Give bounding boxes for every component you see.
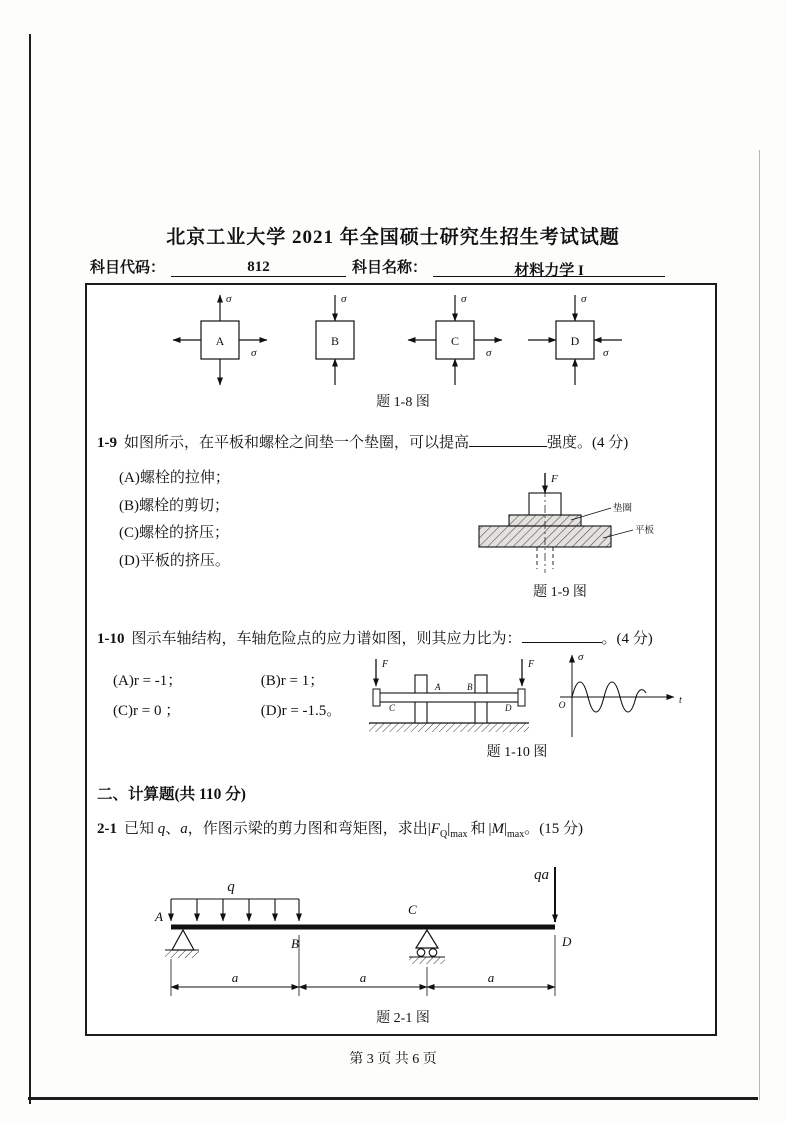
question-number: 2-1 (97, 821, 117, 837)
sigma-label: σ (341, 293, 347, 305)
scan-edge-bottom (28, 1097, 758, 1100)
stress-element-b (316, 293, 354, 385)
option-d: (D)r = -1.5。 (260, 703, 342, 719)
sigma-label: σ (251, 347, 257, 359)
question-paper-frame (85, 283, 717, 1036)
answer-blank (522, 628, 602, 643)
option-b: (B)r = 1； (260, 673, 325, 689)
force-f-label: F (382, 659, 389, 670)
figure-2-1-caption: 题 2-1 图 (376, 1011, 430, 1026)
options-1-9 (119, 465, 230, 575)
option-c: (C)r = 0 ； (113, 703, 181, 719)
question-2-1 (97, 817, 583, 840)
beam-figure (131, 849, 671, 1007)
question-text: 如图所示，在平板和螺栓之间垫一个垫圈，可以提高 (124, 435, 470, 451)
option-c: (C)螺栓的挤压； (119, 525, 229, 541)
question-text: 、 (165, 821, 181, 837)
question-text: 已知 (124, 821, 158, 837)
stress-element-d (528, 293, 622, 385)
pin-support (172, 930, 194, 950)
axle-collar-left (373, 689, 380, 706)
axle-shaft (375, 693, 523, 702)
math-f-sub: Q (439, 829, 448, 840)
question-text: 。(4 分) (601, 631, 653, 647)
figure-1-10-caption: 题 1-10 图 (486, 745, 548, 760)
option-b: (B)螺栓的剪切； (119, 497, 229, 514)
math-a: a (180, 821, 188, 837)
load-q-label: q (227, 879, 235, 895)
figure-1-8 (145, 290, 655, 395)
stress-elements-figure (145, 290, 655, 390)
sigma-label: σ (461, 293, 467, 305)
section-2-heading: 二、计算题(共 110 分) (97, 786, 246, 803)
subject-name-label: 科目名称： (352, 260, 428, 276)
element-label-c: C (450, 334, 460, 348)
scan-edge-left (29, 34, 31, 1104)
bolt-washer-figure (445, 470, 675, 578)
page-number: 第 3 页 共 6 页 (349, 1052, 437, 1067)
math-f: F (430, 821, 440, 837)
abs-bar: | (503, 821, 507, 837)
abs-bar: | (427, 821, 431, 837)
point-c-label: C (408, 902, 417, 917)
point-b-label: B (467, 682, 473, 692)
origin-label: O (558, 701, 566, 711)
element-label-d: D (570, 334, 580, 348)
stress-element-c (408, 293, 502, 385)
option-d: (D)平板的挤压。 (119, 552, 230, 569)
ground-hatch (369, 723, 529, 732)
point-d-label: D (562, 934, 572, 949)
math-max: max (507, 829, 525, 840)
question-text: 图示车轴结构，车轴危险点的应力谱如图，则其应力比为： (131, 631, 522, 647)
t-axis-label: t (679, 695, 682, 706)
figure-1-9 (445, 470, 675, 583)
scan-edge-right (759, 150, 760, 1100)
question-1-10 (97, 627, 653, 648)
option-a: (A)螺栓的拉伸； (119, 470, 230, 486)
figure-2-1 (131, 849, 671, 1012)
answer-blank (469, 432, 547, 447)
dim-a-label: a (487, 970, 495, 985)
subject-name-value: 材料力学 I (433, 259, 665, 277)
option-a: (A)r = -1； (113, 673, 183, 689)
support-hatch (165, 950, 199, 958)
stress-element-a (173, 293, 267, 385)
subject-code-value: 812 (171, 259, 346, 277)
roller-support (416, 930, 438, 948)
question-text: 和 (470, 821, 486, 837)
load-qa-label: qa (534, 867, 549, 883)
point-a-label: A (155, 909, 163, 924)
dim-a-label: a (231, 970, 239, 985)
point-a-label: A (435, 682, 441, 692)
dim-a-label: a (359, 970, 367, 985)
sigma-label: σ (486, 347, 492, 359)
element-label-a: A (215, 334, 225, 348)
force-f-label: F (551, 473, 558, 485)
math-max: max (450, 829, 468, 840)
support-hatch (409, 957, 445, 964)
sigma-axis-label: σ (578, 651, 584, 663)
math-q: q (157, 821, 166, 837)
figure-1-10 (347, 647, 692, 747)
axle-collar-right (518, 689, 525, 706)
question-text: 强度。(4 分) (547, 435, 629, 451)
subject-code-label: 科目代码： (90, 260, 166, 276)
abs-bar: | (488, 821, 492, 837)
page-title: 北京工业大学 2021 年全国硕士研究生招生考试试题 (166, 227, 620, 248)
point-d-label: D (505, 703, 512, 713)
question-number: 1-10 (97, 631, 125, 647)
element-label-b: B (330, 334, 340, 348)
point-c-label: C (389, 703, 396, 713)
sigma-label: σ (581, 293, 587, 305)
figure-1-8-caption: 题 1-8 图 (376, 395, 430, 410)
figure-1-9-caption: 题 1-9 图 (533, 585, 587, 600)
question-number: 1-9 (97, 435, 117, 451)
sigma-label: σ (226, 293, 232, 305)
question-1-9 (97, 431, 628, 452)
question-text: ，作图示梁的剪力图和弯矩图，求出 (187, 821, 428, 837)
force-f-label: F (528, 659, 535, 670)
abs-bar: | (447, 821, 451, 837)
washer-label: 垫圈 (613, 504, 633, 514)
sigma-label: σ (603, 347, 609, 359)
point-b-label: B (291, 936, 299, 951)
math-m: M (491, 821, 504, 837)
question-text: 。(15 分) (524, 821, 583, 837)
plate-label: 平板 (635, 526, 655, 536)
axle-spectrum-figure (347, 647, 692, 742)
subject-line (90, 256, 671, 277)
